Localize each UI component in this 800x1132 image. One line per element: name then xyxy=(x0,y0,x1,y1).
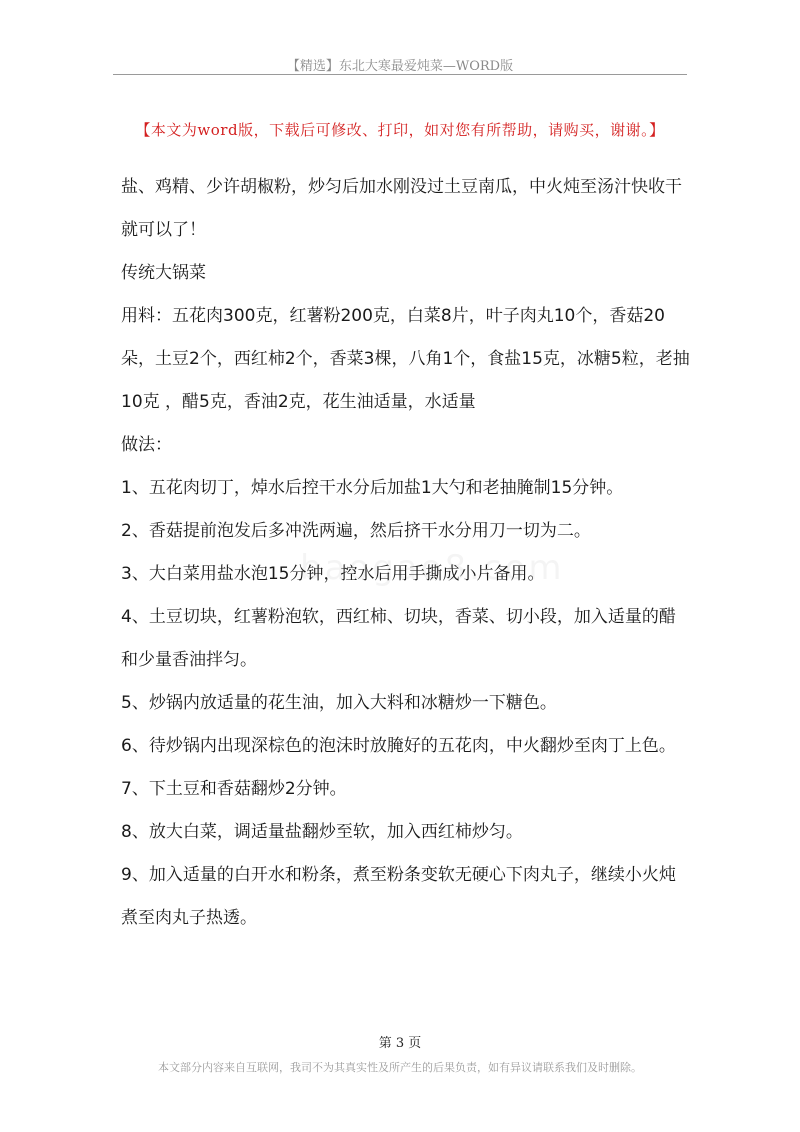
step-item: 7、下土豆和香菇翻炒2分钟。 xyxy=(121,779,347,799)
step-item: 3、大白菜用盐水泡15分钟，控水后用手撕成小片备用。 xyxy=(121,564,545,584)
footer-disclaimer: 本文部分内容来自互联网，我司不为其真实性及所产生的后果负责，如有异议请联系我们及时删除。 xyxy=(158,1061,642,1074)
method-heading: 做法： xyxy=(121,435,172,455)
step-item: 8、放大白菜，调适量盐翻炒至软，加入西红柿炒匀。 xyxy=(121,822,523,842)
paragraph: 盐、鸡精、少许胡椒粉，炒匀后加水刚没过土豆南瓜，中火炖至汤汁快收干就可以了！ xyxy=(121,177,682,240)
document-body xyxy=(121,166,691,940)
page-number: 第 3 页 xyxy=(378,1036,422,1051)
step-item: 2、香菇提前泡发后多冲洗两遍，然后挤干水分用刀一切为二。 xyxy=(121,521,591,541)
step-item: 6、待炒锅内出现深棕色的泡沫时放腌好的五花肉，中火翻炒至肉丁上色。 xyxy=(121,736,676,756)
purchase-notice: 【本文为word版，下载后可修改、打印，如对您有所帮助，请购买，谢谢。】 xyxy=(135,121,665,139)
step-item: 9、加入适量的白开水和粉条，煮至粉条变软无硬心下肉丸子，继续小火炖煮至肉丸子热透。 xyxy=(121,865,676,928)
page-header: 【精选】东北大寒最爱炖菜—WORD版 xyxy=(286,59,514,74)
ingredients-paragraph: 用料：五花肉300克，红薯粉200克，白菜8片，叶子肉丸10个，香菇20朵，土豆2个，西红柿2个，香菜3棵，八角1个，食盐15克，冰糖5粒，老抽10克 ，醋5克，香油2克，花生油适量，水适量 xyxy=(121,306,690,412)
step-item: 1、五花肉切丁，焯水后控干水分后加盐1大勺和老抽腌制15分钟。 xyxy=(121,478,624,498)
header-rule xyxy=(113,74,687,75)
step-item: 5、炒锅内放适量的花生油，加入大料和冰糖炒一下糖色。 xyxy=(121,693,557,713)
section-title: 传统大锅菜 xyxy=(121,263,206,283)
step-item: 4、土豆切块，红薯粉泡软，西红柿、切块，香菜、切小段，加入适量的醋和少量香油拌匀。 xyxy=(121,607,676,670)
